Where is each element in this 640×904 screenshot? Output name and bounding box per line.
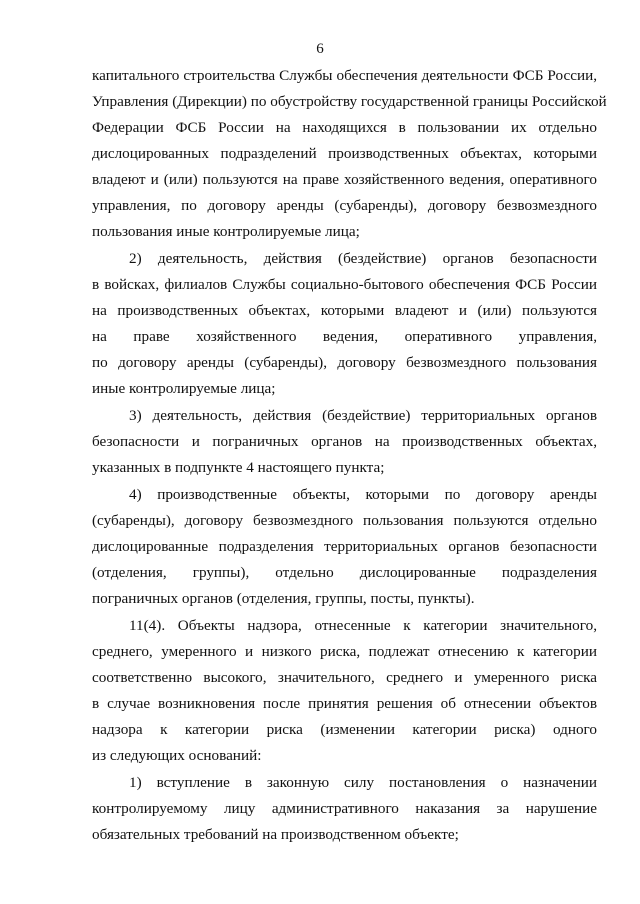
text-line: на праве хозяйственного ведения, оперативного управления,	[92, 328, 597, 345]
text-line: указанных в подпункте 4 настоящего пункта;	[92, 459, 385, 476]
text-line: безопасности и пограничных органов на производственных объектах,	[92, 433, 597, 450]
text-line: в случае возникновения после принятия решения об отнесении объектов	[92, 695, 597, 712]
text-line: (субаренды), договору безвозмездного пользования пользуются отдельно	[92, 512, 597, 529]
text-line: Управления (Дирекции) по обустройству государственной границы Российской	[92, 93, 607, 110]
text-line: пользования иные контролируемые лица;	[92, 223, 360, 240]
text-line: по договору аренды (субаренды), договору безвозмездного пользования	[92, 354, 597, 371]
text-line: капитального строительства Службы обеспечения деятельности ФСБ России,	[92, 67, 597, 84]
text-line: управления, по договору аренды (субаренды), договору безвозмездного	[92, 197, 597, 214]
text-line: пограничных органов (отделения, группы, посты, пункты).	[92, 590, 475, 607]
text-line: 1) вступление в законную силу постановления о назначении	[129, 774, 597, 791]
text-line: владеют и (или) пользуются на праве хозяйственного ведения, оперативного	[92, 171, 597, 188]
text-line: дислоцированные подразделения территориальных органов безопасности	[92, 538, 597, 555]
text-line: 3) деятельность, действия (бездействие) территориальных органов	[129, 407, 597, 424]
text-line: дислоцированных подразделений производственных объектах, которыми	[92, 145, 597, 162]
text-line: обязательных требований на производственном объекте;	[92, 826, 459, 843]
text-line: 11(4). Объекты надзора, отнесенные к категории значительного,	[129, 617, 597, 634]
text-line: соответственно высокого, значительного, среднего и умеренного риска	[92, 669, 597, 686]
text-line: надзора к категории риска (изменении категории риска) одного	[92, 721, 597, 738]
text-line: из следующих оснований:	[92, 747, 262, 764]
text-line: на производственных объектах, которыми владеют и (или) пользуются	[92, 302, 597, 319]
text-line: в войсках, филиалов Службы социально-бытового обеспечения ФСБ России	[92, 276, 597, 293]
text-line: среднего, умеренного и низкого риска, подлежат отнесению к категории	[92, 643, 597, 660]
text-line: иные контролируемые лица;	[92, 380, 276, 397]
text-line: контролируемому лицу административного наказания за нарушение	[92, 800, 597, 817]
page-number: 6	[316, 41, 324, 57]
text-line: 2) деятельность, действия (бездействие) органов безопасности	[129, 250, 597, 267]
text-line: 4) производственные объекты, которыми по договору аренды	[129, 486, 597, 503]
text-line: (отделения, группы), отдельно дислоцированные подразделения	[92, 564, 597, 581]
text-line: Федерации ФСБ России на находящихся в пользовании их отдельно	[92, 119, 597, 136]
